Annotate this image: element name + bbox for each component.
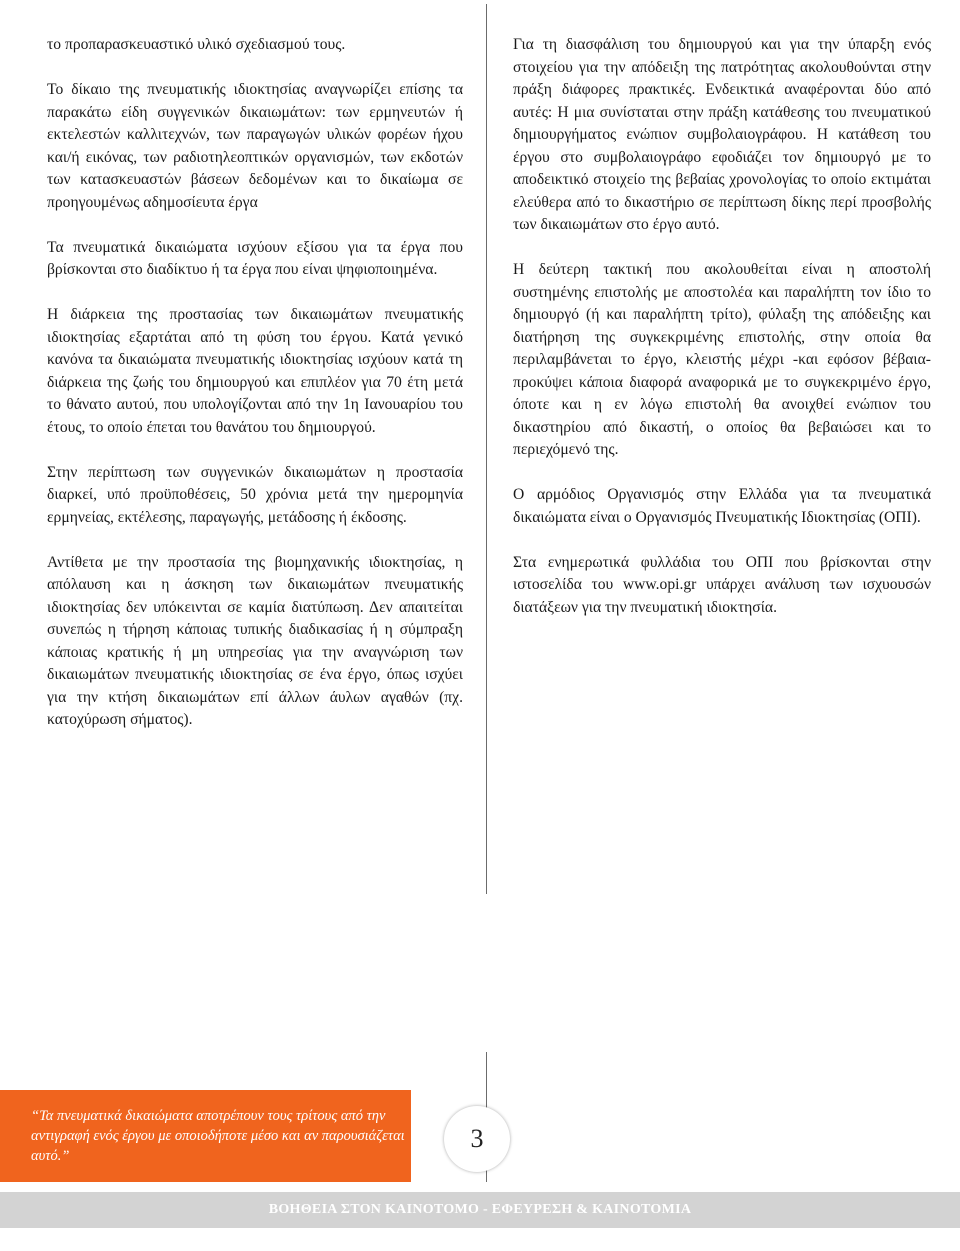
footer-title: ΒΟΗΘΕΙΑ ΣΤΟΝ ΚΑΙΝΟΤΟΜΟ - ΕΦΕΥΡΕΣΗ & ΚΑΙΝΟΤΟΜΙΑ <box>268 1202 692 1217</box>
left-paragraph-3: Τα πνευματικά δικαιώματα ισχύουν εξίσου για τα έργα που βρίσκονται στο διαδίκτυο ή τα έργα που είναι ψηφιοποιημένα. <box>47 238 463 278</box>
column-divider-top <box>486 4 487 894</box>
right-paragraph-4: Στα ενημερωτικά φυλλάδια του ΟΠΙ που βρίσκονται στην ιστοσελίδα του www.opi.gr υπάρχει ανάλυση των ισχυουσών διατάξεων για την πνευματική ιδιοκτησία. <box>513 553 931 616</box>
pull-quote: “Τα πνευματικά δικαιώματα αποτρέπουν τους τρίτους από την αντιγραφή ενός έργου με οποιοδήποτε μέσο και αν παρουσιάζεται αυτό.” <box>31 1108 405 1164</box>
right-paragraph-3: Ο αρμόδιος Οργανισμός στην Ελλάδα για τα πνευματικά δικαιώματα είναι ο Οργανισμός Πνευματικής Ιδιοκτησίας (ΟΠΙ). <box>513 486 931 526</box>
page-number-badge <box>444 1106 510 1172</box>
left-paragraph-2: Το δίκαιο της πνευματικής ιδιοκτησίας αναγνωρίζει επίσης τα παρακάτω είδη συγγενικών δικαιωμάτων: των ερμηνευτών ή εκτελεστών καλλιτεχνών, των παραγωγών υλικών φορέων ήχου και/ή εικόνας, των ραδιοτηλεοπτικών οργανισμών, των εκδοτών των κατασκευαστών βάσεων δεδομένων και το δικαίωμα σε προηγουμένως αδημοσίευτα έργα <box>47 81 463 211</box>
left-paragraph-1: το προπαρασκευαστικό υλικό σχεδιασμού τους. <box>47 36 346 53</box>
left-paragraph-5: Στην περίπτωση των συγγενικών δικαιωμάτων η προστασία διαρκεί, υπό προϋποθέσεις, 50 χρόνια μετά την ημερομηνία ερμηνείας, εκτέλεσης, παραγωγής, μετάδοσης ή έκδοσης. <box>47 463 463 526</box>
right-paragraph-1: Για τη διασφάλιση του δημιουργού και για την ύπαρξη ενός στοιχείου για την απόδειξη της πατρότητας ακολουθούνται στην πράξη διάφορες πρακτικές. Ενδεικτικά αναφέρονται δύο από αυτές: Η μια συνίσταται στην πράξη κατάθεσης του πνευματικού δημιουργήματος ενώπιον συμβολαιογράφου. Η κατάθεση του έργου στο συμβολαιογράφο εφοδιάζει τον δημιουργό με το αποδεικτικό στοιχείο της βεβαίας χρονολογίας το οποίο εκτιμάται ελεύθερα από το δικαστήριο σε περίπτωση δίκης περί προσβολής των δικαιωμάτων στο έργο αυτό. <box>513 36 931 233</box>
right-column <box>513 34 931 642</box>
right-paragraph-2: Η δεύτερη τακτική που ακολουθείται είναι η αποστολή συστημένης επιστολής με αποστολέα και παραλήπτη τον ίδιο το δημιουργό (ή και παραλήπτη τρίτο), φύλαξη της απόδειξης και διατήρηση της συγκεκριμένης επιστολής, στην οποία θα περιλαμβάνεται το έργο, κλειστής μέχρι -και εφόσον βέβαια- προκύψει κάποια διαφορά αναφορικά με το συγκεκριμένο έργο, όποτε και η εν λόγω επιστολή θα ανοιχθεί ενώπιον του δικαστηρίου από δικαστή, ο οποίος θα βεβαιώσει και το περιεχόμενό της. <box>513 261 931 458</box>
left-paragraph-6: Αντίθετα με την προστασία της βιομηχανικής ιδιοκτησίας, η απόλαυση και η άσκηση των δικαιωμάτων πνευματικής ιδιοκτησίας δεν υπόκεινται σε καμία διατύπωση. Δεν απαιτείται συνεπώς η τήρηση κάποιας τυπικής διαδικασίας ή η σύμπραξη κάποιας κρατικής ή μη υπηρεσίας για την αναγνώριση των δικαιωμάτων πνευματικής ιδιοκτησίας σε ένα έργο, όπως ισχύει για την κτήση δικαιωμάτων επί άλλων άυλων αγαθών (πχ. κατοχύρωση σήματος). <box>47 553 463 728</box>
left-paragraph-4: Η διάρκεια της προστασίας των δικαιωμάτων πνευματικής ιδιοκτησίας εξαρτάται από τη φύση του έργου. Κατά γενικό κανόνα τα δικαιώματα πνευματικής ιδιοκτησίας ισχύουν κατά τη διάρκεια της ζωής του δημιουργού και επιπλέον για 70 έτη μετά το θάνατο αυτού, που υπολογίζονται από την 1η Ιανουαρίου του έτους, το οποίο έπεται του θανάτου του δημιουργού. <box>47 306 463 436</box>
page-number: 3 <box>470 1124 484 1153</box>
left-column <box>47 34 463 754</box>
